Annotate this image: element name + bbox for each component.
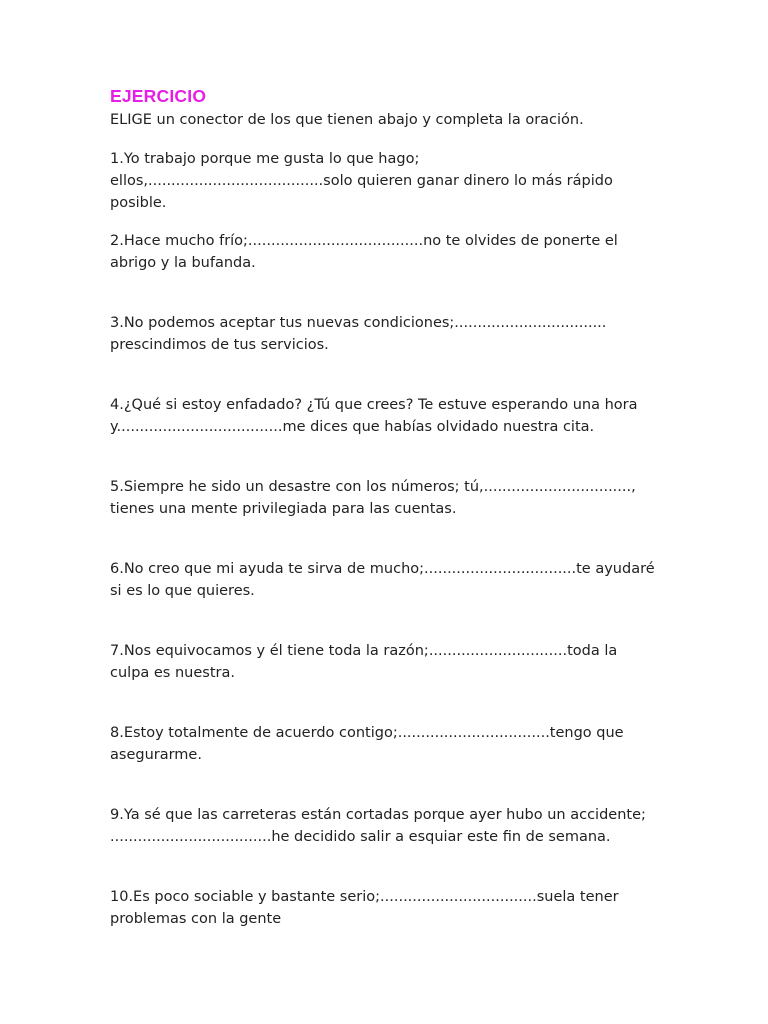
exercise-item-8: 8.Estoy totalmente de acuerdo contigo;.................................tengo que asegurarme. (110, 725, 624, 763)
exercise-item-2: 2.Hace mucho frío;......................................no te olvides de ponerte el abrigo y la bufanda. (110, 233, 618, 271)
exercise-item-1: 1.Yo trabajo porque me gusta lo que hago; ellos,......................................solo quieren ganar dinero lo más rápido posible. (110, 151, 613, 211)
exercise-item-4: 4.¿Qué si estoy enfadado? ¿Tú que crees? Te estuve esperando una hora y....................................me dices que habías olvidado nuestra cita. (110, 397, 638, 435)
exercise-item-10: 10.Es poco sociable y bastante serio;..................................suela tener problemas con la gente (110, 889, 619, 927)
exercise-item-3: 3.No podemos aceptar tus nuevas condiciones;................................. prescindimos de tus servicios. (110, 315, 607, 353)
exercise-item-7: 7.Nos equivocamos y él tiene toda la razón;..............................toda la culpa es nuestra. (110, 643, 618, 681)
instructions-text: ELIGE un conector de los que tienen abajo y completa la oración. (110, 112, 584, 128)
exercise-item-5: 5.Siempre he sido un desastre con los números; tú,................................, tienes una mente privilegiada para las cuentas. (110, 479, 636, 517)
page-title: EJERCICIO (110, 86, 207, 106)
exercise-item-9: 9.Ya sé que las carreteras están cortadas porque ayer hubo un accidente; ...................................he decidido salir a esquiar este fin de semana. (110, 807, 646, 845)
exercise-item-6: 6.No creo que mi ayuda te sirva de mucho;.................................te ayudaré si es lo que quieres. (110, 561, 655, 599)
